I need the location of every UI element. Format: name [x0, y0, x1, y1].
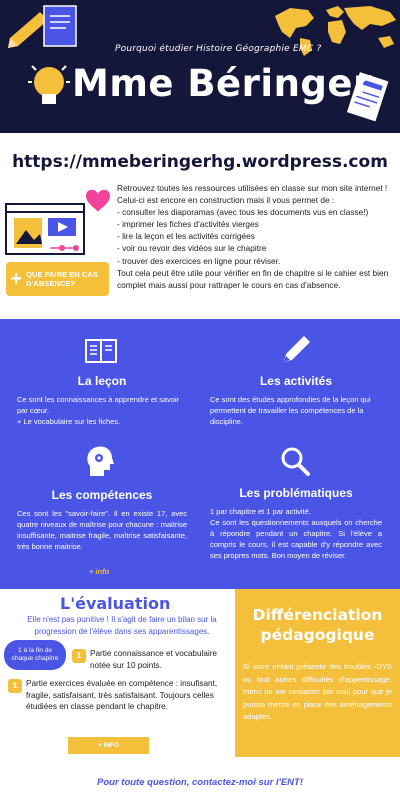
header-banner — [0, 0, 400, 133]
plus-icon: + — [10, 268, 22, 290]
intro-line: - consulter les diaporamas (avec tous les documents vus en classe!) — [117, 207, 369, 218]
intro-text — [117, 182, 397, 291]
website-link[interactable]: https://mmeberingerhg.wordpress.com — [12, 152, 388, 172]
intro-line: - voir ou revoir des vidéos sur le chapitre — [117, 243, 267, 254]
header-subtitle: Pourquoi étudier Histoire Géographie EMC ? — [115, 44, 322, 54]
evaluation-frequency-badge: 1 à la fin de chaque chapitre — [4, 640, 66, 670]
more-info-button[interactable]: + INFO — [68, 737, 149, 754]
card-text: Ce sont des études approfondies de la leçon qui permettent de travailler les compétences de la discipline. — [210, 395, 371, 426]
absence-button-label: QUE FAIRE EN CAS D'ABSENCE? — [26, 270, 98, 288]
differenciation-text: Si votre enfant présente des troubles -DYS ou tout autres difficultés d'appentissage, merci de me contacter par mail pour que je puisse mettre en place des aménagements adaptés. — [243, 662, 392, 721]
evaluation-intro: Elle n'est pas punitive ! Il s'agit de faire un bilan sur la progression de l'élève dans ses apparentissages. — [27, 615, 217, 636]
footer-contact: Pour toute question, contactez-moi sur l'ENT! — [97, 777, 303, 788]
card-text: Ce sont les questionnements auxquels on cherche à répondre pendant un chapitre. Si l'élève a compris le cours, il est capable d'y répondre avec ses propres mots. Bon moyen de réviser. — [210, 518, 382, 560]
evaluation-item: Partie exercices évaluée en compétence : insufisant, fragile, satisfaisant, très satisfaisant. Toujours celles étudiées en classe pendant le chapitre. — [26, 679, 218, 711]
page-title: Mme Béringer — [72, 62, 372, 105]
intro-line: Retrouvez toutes les ressources utilisées en classe sur mon site internet ! Celui-ci est encore en construction mais il vous permet de : — [117, 183, 388, 206]
pencil-icon — [280, 334, 312, 366]
differenciation-title: Différenciation pédagogique — [252, 606, 383, 644]
card-title: Les compétences — [51, 488, 153, 502]
item-number-badge: 1 — [8, 679, 22, 693]
media-illustration-icon — [4, 182, 112, 262]
card-text: Ce sont les connaissances à apprendre et savoir par cœur. — [17, 395, 180, 415]
intro-line: - trouver des exercices en ligne pour réviser. — [117, 255, 281, 266]
card-activites — [210, 374, 382, 427]
card-lecon — [17, 374, 187, 427]
evaluation-title: L'évaluation — [60, 594, 171, 613]
brain-head-icon — [84, 444, 114, 478]
book-icon — [84, 337, 118, 365]
differenciation-panel — [235, 589, 400, 757]
intro-line: - imprimer les fiches d'activités vierges — [117, 219, 259, 230]
intro-line: Tout cela peut être utile pour vérifier en fin de chapitre si le cahier est bien complet mais aussi pour rattraper le cours en cas d'absence. — [117, 267, 389, 290]
card-title: Les problématiques — [239, 486, 353, 500]
magnifier-icon — [279, 445, 311, 477]
intro-line: - lire la leçon et les activités corrigées — [117, 231, 255, 242]
card-text: + Le vocabulaire sur les fiches. — [17, 417, 121, 426]
card-problematiques — [210, 486, 382, 561]
competences-info-link[interactable]: + info — [89, 567, 110, 576]
card-competences — [17, 488, 187, 552]
card-text: Ces sont les "savoir-faire". Il en existe 17, avec quatre niveaux de maîtrise pour chacune : maitrise insuffisante, maitrise fragile, maîtrise satisfaisante, très bonne maitrise. — [17, 509, 187, 551]
absence-button[interactable] — [6, 262, 109, 296]
evaluation-item: Partie connaissance et vocabulaire notée sur 10 points. — [90, 649, 217, 670]
notepad-icon — [42, 4, 80, 48]
card-title: Les activités — [259, 374, 333, 388]
lightbulb-icon — [26, 62, 72, 114]
card-title: La leçon — [77, 374, 127, 388]
item-number-badge: 1 — [72, 649, 86, 663]
card-text: 1 par chapitre et 1 par activité. — [210, 507, 311, 516]
